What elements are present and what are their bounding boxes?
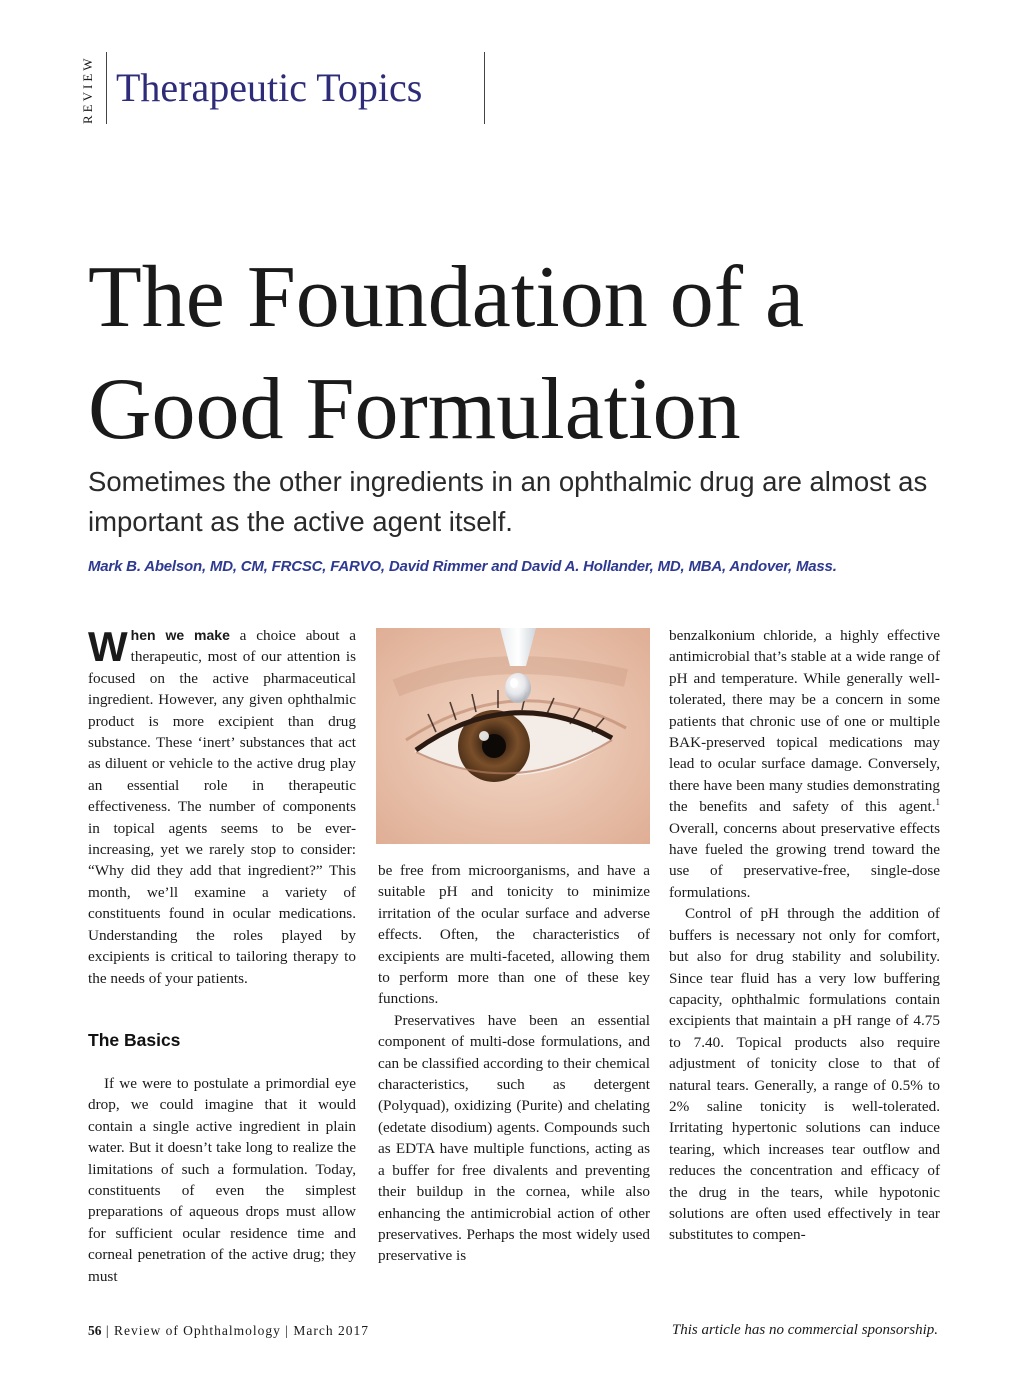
eye-drop-illustration: [376, 628, 650, 844]
ph-tonicity-paragraph: Control of pH through the addition of buffers is necessary not only for comfort, but also for drug stability and solubility. Since tear fluid has a very low buffering capacity, ophthalmic formulations contain excipients that maintain a pH range of 4.75 to 7.40. Topical products also require adjustment of tonicity close to that of natural tears. Generally, a range of 0.5% to 2% saline tonicity is well-tolerated. Irritating hypertonic solutions can induce tearing, which increases tear outflow and reduces the concentration and efficacy of the drug in the tears, while hypotonic solutions are often used effectively in tear substitutes to compen-: [669, 905, 940, 1244]
eye-drop-photo: [376, 628, 650, 844]
column-3: [669, 625, 940, 1246]
col3-paragraph-1: [669, 625, 940, 903]
header-right-rule: [484, 52, 485, 124]
article-subtitle: Sometimes the other ingredients in an ophthalmic drug are almost as important as the active agent itself.: [88, 466, 928, 537]
title-line-2: Good Formulation: [88, 361, 741, 458]
column-1-bottom: [88, 1073, 356, 1287]
column-2: [378, 860, 650, 1267]
intro-paragraph: [88, 625, 356, 989]
section-title: Therapeutic Topics: [116, 65, 423, 110]
article-authors: Mark B. Abelson, MD, CM, FRCSC, FARVO, David Rimmer and David A. Hollander, MD, MBA, Andover, Mass.: [88, 558, 837, 575]
lead-in: hen we make: [130, 627, 230, 643]
preservatives-paragraph: Preservatives have been an essential component of multi-dose formulations, and can be classified according to their chemical characteristics, such as detergent (Polyquad), oxidizing (Purite) and chelating (edetate disodium) agents. Compounds such as EDTA have multiple functions, acting as a buffer for free divalents and preventing their buildup in the cornea, while also enhancing the antimicrobial action of other preservatives. Perhaps the most widely used preservative is: [378, 1011, 650, 1265]
citation-1: 1: [935, 797, 940, 808]
bak-text-cont: Overall, concerns about preservative effects have fueled the growing trend toward the use of preservative-free, single-dose formulations.: [669, 819, 940, 901]
journal-info: | Review of Ophthalmology | March 2017: [101, 1323, 369, 1338]
column-1-top: [88, 625, 356, 989]
review-label: REVIEW: [80, 55, 95, 124]
drop-cap: W: [88, 623, 128, 670]
col2-paragraph-1: be free from microorganisms, and have a suitable pH and tonicity to minimize irritation of the ocular surface and adverse effects. Often, the characteristics of excipients are multi-faceted, allowing them to perform more than one of these key functions.: [378, 862, 650, 1008]
header-left-rule: [106, 52, 107, 124]
article-title: [88, 242, 968, 466]
page-number: 56: [88, 1323, 102, 1338]
section-heading-basics: The Basics: [88, 1030, 181, 1050]
intro-text: a choice about a therapeutic, most of our attention is focused on the active pharmaceutical ingredient. However, any given ophthalmic product is more excipient than drug substance. These ‘inert’ substances that act as diluent or vehicle to the active drug play an essential role in therapeutic effectiveness. The number of components in topical agents seems to be ever-increasing, yet we rarely stop to consider: “Why did they add that ingredient?” This month, we’ll examine a variety of constituents found in ocular medications. Understanding the roles played by excipients is critical to tailoring therapy to the needs of your patients.: [88, 627, 356, 987]
page-footer: [88, 1323, 369, 1339]
basics-paragraph: If we were to postulate a primordial eye drop, we could imagine that it would contain a single active ingredient in plain water. But it doesn’t take long to realize the limitations of such a formulation. Today, constituents of even the simplest preparations of aqueous drops must allow for sufficient ocular residence time and corneal penetration of the active drug; they must: [88, 1075, 356, 1285]
title-line-1: The Foundation of a: [88, 249, 805, 346]
sponsorship-note: This article has no commercial sponsorship.: [671, 1322, 938, 1338]
bak-text: benzalkonium chloride, a highly effective antimicrobial that’s stable at a wide range of pH and temperature. While generally well-tolerated, there may be a concern in some patients that chronic use of one or multiple BAK-preserved topical medications may lead to ocular surface damage. Conversely, there have been many studies demonstrating the benefits and safety of this agent.: [669, 627, 940, 816]
